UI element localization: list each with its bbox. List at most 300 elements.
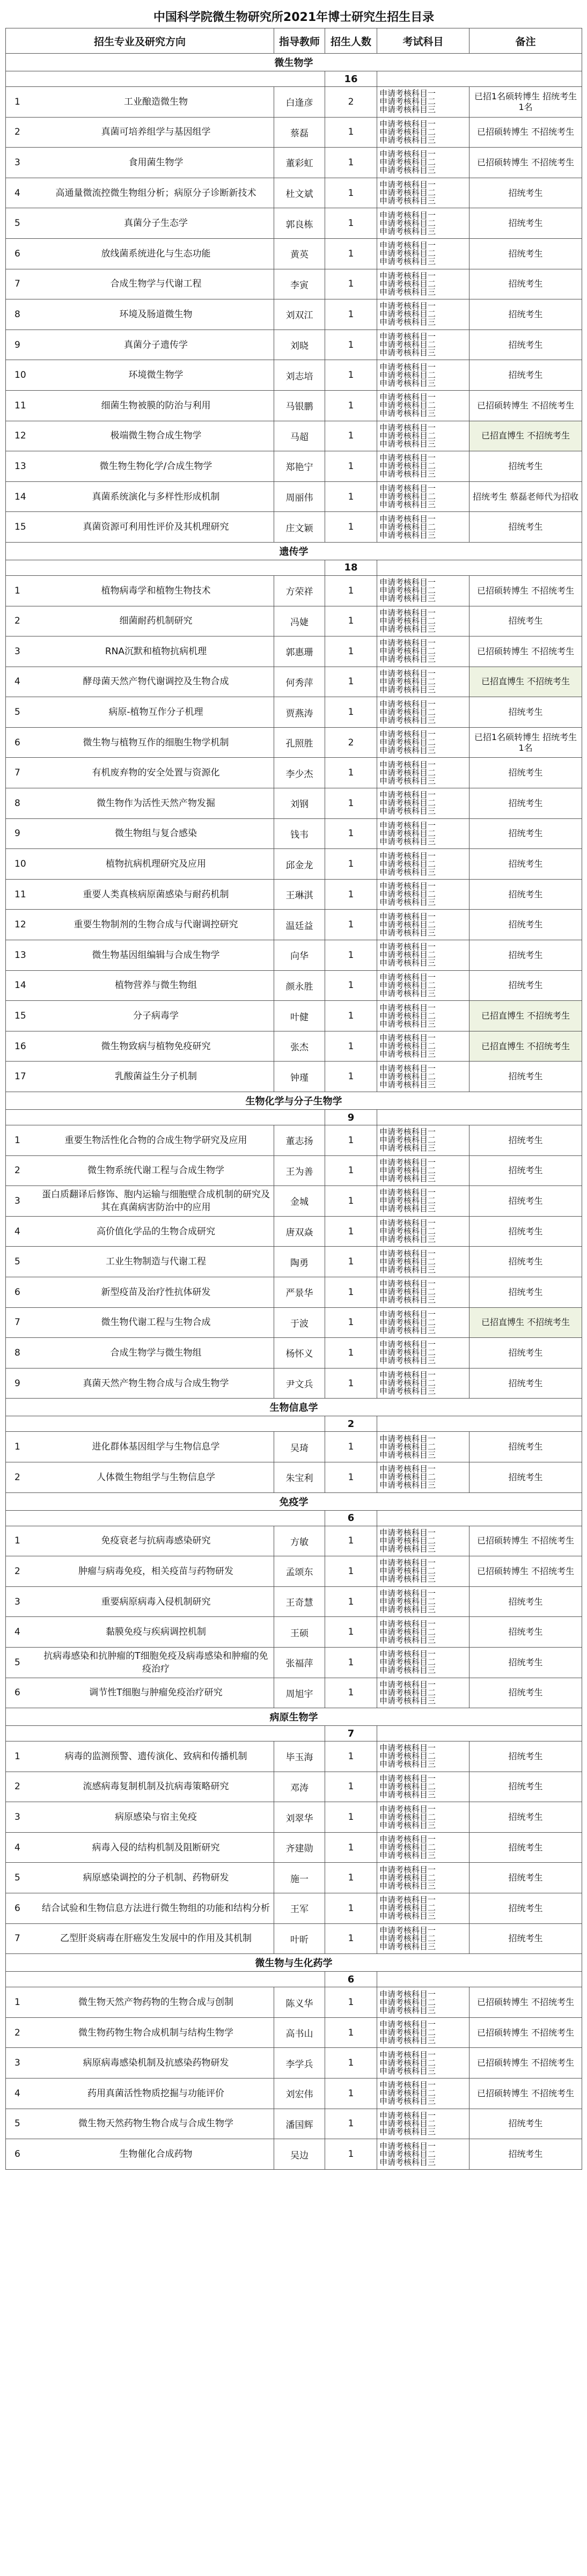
- tutor-name: 孔照胜: [274, 727, 325, 758]
- exam-subject-line: 申请考核科目二: [379, 279, 436, 289]
- exam-subjects: [377, 269, 469, 299]
- exam-subject-line: 申请考核科目一: [379, 453, 436, 463]
- enroll-count: 1: [325, 1987, 377, 2018]
- exam-subject-line: 申请考核科目三: [379, 1820, 436, 1830]
- section-total-blank: [6, 1726, 325, 1741]
- exam-subjects: [377, 2139, 469, 2170]
- row-number: 7: [14, 1317, 20, 1328]
- table-row: [6, 481, 582, 512]
- exam-subject-line: 申请考核科目一: [379, 2019, 436, 2030]
- remark: 招统考生: [469, 1586, 582, 1617]
- exam-subjects: [377, 1247, 469, 1277]
- tutor-name: 尹文兵: [274, 1368, 325, 1399]
- table-row: [6, 87, 582, 118]
- header-tutor: 指导教师: [274, 28, 325, 54]
- exam-subject-line: 申请考核科目一: [379, 392, 436, 402]
- remark: 招统考生: [469, 606, 582, 636]
- enroll-count: 1: [325, 849, 377, 880]
- remark: 已招硕转博生 不招统考生: [469, 575, 582, 606]
- exam-subjects: [377, 1802, 469, 1833]
- exam-subjects: [377, 1893, 469, 1924]
- exam-subjects: [377, 2109, 469, 2139]
- exam-subject-line: 申请考核科目三: [379, 2036, 436, 2046]
- tutor-name: 杜文斌: [274, 178, 325, 208]
- research-direction: 微生物组与复合感染: [115, 828, 197, 839]
- exam-subject-line: 申请考核科目一: [379, 240, 436, 251]
- enroll-count: 1: [325, 1432, 377, 1462]
- exam-subject-line: 申请考核科目三: [379, 2096, 436, 2106]
- tutor-name: 叶昕: [274, 1923, 325, 1954]
- section-header: [6, 1092, 582, 1110]
- row-number: 3: [14, 2058, 20, 2069]
- tutor-name: 李学兵: [274, 2048, 325, 2079]
- remark: 招统考生: [469, 1772, 582, 1802]
- table-row: [6, 1556, 582, 1587]
- remark: 招统考生: [469, 849, 582, 880]
- exam-subject-line: 申请考核科目三: [379, 1356, 436, 1366]
- section-total-blank: [377, 1110, 582, 1125]
- exam-subject-line: 申请考核科目三: [379, 1605, 436, 1615]
- direction-cell: [6, 2139, 274, 2170]
- exam-subjects: [377, 1617, 469, 1648]
- tutor-name: 王琳淇: [274, 879, 325, 910]
- direction-cell: [6, 269, 274, 299]
- table-row: [6, 1368, 582, 1399]
- section-name: 遗传学: [6, 542, 582, 560]
- research-direction: 真菌分子遗传学: [124, 339, 188, 350]
- exam-subject-line: 申请考核科目二: [379, 461, 436, 471]
- table-row: [6, 727, 582, 758]
- enroll-count: 1: [325, 1772, 377, 1802]
- exam-subject-line: 申请考核科目二: [379, 1256, 436, 1267]
- table-row: [6, 238, 582, 269]
- row-number: 4: [14, 2088, 20, 2099]
- exam-subjects: [377, 849, 469, 880]
- table-row: [6, 1586, 582, 1617]
- direction-cell: [6, 390, 274, 421]
- row-number: 16: [14, 1041, 26, 1052]
- table-row: [6, 269, 582, 299]
- tutor-name: 王奇慧: [274, 1586, 325, 1617]
- header-count: 招生人数: [325, 28, 377, 54]
- direction-cell: [6, 1647, 274, 1678]
- remark: 招统考生: [469, 818, 582, 849]
- tutor-name: 周丽伟: [274, 481, 325, 512]
- remark: 招统考生: [469, 1832, 582, 1863]
- row-number: 9: [14, 828, 20, 839]
- table-row: [6, 1186, 582, 1217]
- exam-subjects: [377, 727, 469, 758]
- row-number: 1: [14, 1535, 20, 1547]
- enroll-count: 1: [325, 208, 377, 239]
- exam-subject-line: 申请考核科目二: [379, 2149, 436, 2159]
- research-direction: 流感病毒复制机制及抗病毒策略研究: [83, 1781, 229, 1792]
- research-direction: 病原感染调控的分子机制、药物研发: [83, 1872, 229, 1884]
- tutor-name: 钟瑾: [274, 1062, 325, 1092]
- exam-subjects: [377, 1186, 469, 1217]
- enroll-count: 1: [325, 238, 377, 269]
- enroll-count: 1: [325, 299, 377, 330]
- exam-subject-line: 申请考核科目一: [379, 362, 436, 372]
- enroll-count: 1: [325, 2048, 377, 2079]
- exam-subject-line: 申请考核科目三: [379, 1543, 436, 1554]
- research-direction: 黏膜免疫与疾病调控机制: [106, 1627, 206, 1638]
- exam-subject-line: 申请考核科目二: [379, 370, 436, 380]
- table-row: [6, 2109, 582, 2139]
- research-direction: 微生物作为活性天然产物发掘: [97, 797, 215, 809]
- remark: 招统考生: [469, 451, 582, 482]
- exam-subject-line: 申请考核科目二: [379, 1535, 436, 1546]
- exam-subject-line: 申请考核科目一: [379, 89, 436, 99]
- research-direction: 乙型肝炎病毒在肝癌发生发展中的作用及其机制: [60, 1933, 252, 1944]
- exam-subject-line: 申请考核科目三: [379, 1941, 436, 1951]
- section-total-count: 6: [325, 1510, 377, 1526]
- enroll-count: 1: [325, 451, 377, 482]
- exam-subject-line: 申请考核科目一: [379, 759, 436, 770]
- direction-cell: [6, 910, 274, 940]
- enroll-count: 1: [325, 818, 377, 849]
- remark: 已招1名硕转博生 招统考生1名: [469, 87, 582, 118]
- direction-cell: [6, 1277, 274, 1307]
- enroll-count: 1: [325, 970, 377, 1001]
- row-number: 10: [14, 370, 26, 381]
- section-total-blank: [377, 1726, 582, 1741]
- section-total-row: [6, 1110, 582, 1125]
- exam-subject-line: 申请考核科目一: [379, 699, 436, 709]
- exam-subject-line: 申请考核科目三: [379, 1386, 436, 1396]
- exam-subject-line: 申请考核科目一: [379, 1679, 436, 1689]
- direction-cell: [6, 1368, 274, 1399]
- research-direction: 重要生物活性化合物的合成生物学研究及应用: [64, 1135, 247, 1146]
- exam-subject-line: 申请考核科目一: [379, 1033, 436, 1043]
- exam-subject-line: 申请考核科目二: [379, 1872, 436, 1883]
- tutor-name: 王军: [274, 1893, 325, 1924]
- research-direction: 乳酸菌益生分子机制: [115, 1071, 197, 1082]
- remark: 已招直博生 不招统考生: [469, 1031, 582, 1062]
- remark: 招统考生: [469, 1338, 582, 1368]
- tutor-name: 毕玉海: [274, 1741, 325, 1772]
- table-row: [6, 299, 582, 330]
- exam-subject-line: 申请考核科目二: [379, 1011, 436, 1021]
- section-total-blank: [6, 1416, 325, 1432]
- exam-subject-line: 申请考核科目三: [379, 2066, 436, 2076]
- row-number: 9: [14, 339, 20, 350]
- direction-cell: [6, 1526, 274, 1556]
- exam-subjects: [377, 1772, 469, 1802]
- exam-subjects: [377, 1556, 469, 1587]
- research-direction: 分子病毒学: [133, 1011, 179, 1022]
- direction-cell: [6, 970, 274, 1001]
- tutor-name: 施一: [274, 1863, 325, 1893]
- direction-cell: [6, 2048, 274, 2079]
- table-row: [6, 1802, 582, 1833]
- research-direction: 抗病毒感染和抗肿瘤的T细胞免疫及病毒感染和肿瘤的免疫治疗: [43, 1650, 268, 1674]
- exam-subject-line: 申请考核科目二: [379, 1627, 436, 1637]
- row-number: 3: [14, 646, 20, 657]
- remark: 招统考生: [469, 1802, 582, 1833]
- exam-subject-line: 申请考核科目一: [379, 668, 436, 678]
- research-direction: 人体微生物组学与生物信息学: [97, 1472, 215, 1483]
- exam-subjects: [377, 299, 469, 330]
- direction-cell: [6, 481, 274, 512]
- exam-subjects: [377, 148, 469, 178]
- research-direction: 微生物天然药物生物合成与合成生物学: [78, 2118, 233, 2129]
- exam-subject-line: 申请考核科目三: [379, 2126, 436, 2136]
- research-direction: 药用真菌活性物质挖掘与功能评价: [87, 2088, 224, 2099]
- direction-cell: [6, 1307, 274, 1338]
- exam-subject-line: 申请考核科目二: [379, 1472, 436, 1482]
- exam-subject-line: 申请考核科目二: [379, 1751, 436, 1761]
- row-number: 7: [14, 279, 20, 290]
- remark: 已招硕转博生 不招统考生: [469, 2017, 582, 2048]
- exam-subject-line: 申请考核科目一: [379, 1433, 436, 1444]
- table-row: [6, 910, 582, 940]
- direction-cell: [6, 238, 274, 269]
- exam-subject-line: 申请考核科目三: [379, 1695, 436, 1706]
- remark: 已招硕转博生 不招统考生: [469, 2079, 582, 2109]
- remark: 招统考生: [469, 238, 582, 269]
- research-direction: 病原病毒感染机制及抗感染药物研发: [83, 2058, 229, 2069]
- exam-subject-line: 申请考核科目一: [379, 332, 436, 342]
- exam-subjects: [377, 1987, 469, 2018]
- enroll-count: 1: [325, 697, 377, 728]
- table-row: [6, 1462, 582, 1492]
- remark: 招统考生: [469, 1368, 582, 1399]
- direction-cell: [6, 1893, 274, 1924]
- row-number: 4: [14, 187, 20, 199]
- enroll-count: 1: [325, 758, 377, 788]
- table-row: [6, 1432, 582, 1462]
- exam-subject-line: 申请考核科目三: [379, 715, 436, 725]
- research-direction: 真菌资源可利用性评价及其机理研究: [83, 522, 229, 533]
- remark: 招统考生: [469, 512, 582, 543]
- section-header: [6, 1954, 582, 1972]
- direction-cell: [6, 451, 274, 482]
- section-total-row: [6, 1726, 582, 1741]
- remark: 招统考生: [469, 1062, 582, 1092]
- exam-subject-line: 申请考核科目二: [379, 737, 436, 748]
- exam-subjects: [377, 1338, 469, 1368]
- enroll-count: 1: [325, 2017, 377, 2048]
- research-direction: 植物营养与微生物组: [115, 980, 197, 991]
- exam-subject-line: 申请考核科目三: [379, 1911, 436, 1921]
- table-row: [6, 390, 582, 421]
- exam-subject-line: 申请考核科目一: [379, 2050, 436, 2060]
- table-row: [6, 1832, 582, 1863]
- tutor-name: 白逢彦: [274, 87, 325, 118]
- section-total-blank: [377, 560, 582, 575]
- section-total-row: [6, 560, 582, 575]
- table-row: [6, 2139, 582, 2170]
- section-total-count: 7: [325, 1726, 377, 1741]
- research-direction: 重要人类真核病原菌感染与耐药机制: [83, 889, 229, 900]
- exam-subject-line: 申请考核科目二: [379, 1597, 436, 1607]
- exam-subjects: [377, 2079, 469, 2109]
- tutor-name: 陈义华: [274, 1987, 325, 2018]
- row-number: 5: [14, 707, 20, 718]
- exam-subject-line: 申请考核科目三: [379, 1234, 436, 1245]
- row-number: 6: [14, 248, 20, 259]
- exam-subjects: [377, 1678, 469, 1708]
- direction-cell: [6, 512, 274, 543]
- exam-subject-line: 申请考核科目二: [379, 2028, 436, 2038]
- tutor-name: 庄文颖: [274, 512, 325, 543]
- section-total-blank: [377, 1510, 582, 1526]
- table-row: [6, 360, 582, 391]
- exam-subject-line: 申请考核科目二: [379, 798, 436, 808]
- enroll-count: 1: [325, 1186, 377, 1217]
- remark: 招统考生: [469, 1893, 582, 1924]
- exam-subject-line: 申请考核科目三: [379, 1480, 436, 1490]
- section-total-blank: [6, 1110, 325, 1125]
- tutor-name: 何秀萍: [274, 667, 325, 697]
- remark: 招统考生: [469, 910, 582, 940]
- direction-cell: [6, 758, 274, 788]
- direction-cell: [6, 1802, 274, 1833]
- exam-subject-line: 申请考核科目二: [379, 586, 436, 596]
- exam-subject-line: 申请考核科目三: [379, 775, 436, 786]
- enroll-count: 1: [325, 1216, 377, 1247]
- section-name: 微生物学: [6, 54, 582, 71]
- tutor-name: 颜永胜: [274, 970, 325, 1001]
- remark: 招统考生: [469, 1432, 582, 1462]
- exam-subject-line: 申请考核科目一: [379, 1864, 436, 1875]
- exam-subject-line: 申请考核科目三: [379, 1173, 436, 1183]
- exam-subject-line: 申请考核科目二: [379, 1812, 436, 1822]
- exam-subject-line: 申请考核科目二: [379, 767, 436, 778]
- tutor-name: 李寅: [274, 269, 325, 299]
- exam-subject-line: 申请考核科目二: [379, 2058, 436, 2068]
- enroll-count: 1: [325, 1741, 377, 1772]
- exam-subject-line: 申请考核科目一: [379, 1925, 436, 1935]
- exam-subject-line: 申请考核科目一: [379, 1834, 436, 1845]
- remark: 招统考生: [469, 758, 582, 788]
- exam-subject-line: 申请考核科目三: [379, 806, 436, 816]
- section-total-blank: [377, 1972, 582, 1987]
- row-number: 6: [14, 1902, 20, 1914]
- research-direction: 真菌天然产物生物合成与合成生物学: [83, 1378, 229, 1389]
- exam-subjects: [377, 1832, 469, 1863]
- enroll-count: 1: [325, 1647, 377, 1678]
- remark: 招统考生: [469, 1155, 582, 1186]
- tutor-name: 周旭宇: [274, 1678, 325, 1708]
- exam-subject-line: 申请考核科目三: [379, 1450, 436, 1460]
- exam-subject-line: 申请考核科目三: [379, 500, 436, 510]
- exam-subject-line: 申请考核科目二: [379, 2118, 436, 2128]
- row-number: 9: [14, 1378, 20, 1389]
- row-number: 2: [14, 616, 20, 627]
- exam-subjects: [377, 1432, 469, 1462]
- exam-subject-line: 申请考核科目三: [379, 469, 436, 479]
- enroll-count: 1: [325, 1247, 377, 1277]
- row-number: 4: [14, 1842, 20, 1853]
- row-number: 2: [14, 127, 20, 138]
- exam-subject-line: 申请考核科目一: [379, 1989, 436, 1999]
- tutor-name: 方敏: [274, 1526, 325, 1556]
- table-row: [6, 758, 582, 788]
- direction-cell: [6, 208, 274, 239]
- exam-subject-line: 申请考核科目三: [379, 927, 436, 938]
- exam-subjects: [377, 1368, 469, 1399]
- exam-subject-line: 申请考核科目三: [379, 196, 436, 206]
- remark: 招统考生 蔡磊老师代为招收: [469, 481, 582, 512]
- exam-subject-line: 申请考核科目二: [379, 889, 436, 899]
- exam-subjects: [377, 940, 469, 971]
- row-number: 3: [14, 1195, 20, 1206]
- tutor-name: 潘国辉: [274, 2109, 325, 2139]
- exam-subjects: [377, 512, 469, 543]
- research-direction: 合成生物学与代谢工程: [110, 279, 202, 290]
- row-number: 5: [14, 1256, 20, 1268]
- table-row: [6, 451, 582, 482]
- exam-subjects: [377, 2048, 469, 2079]
- enroll-count: 2: [325, 87, 377, 118]
- exam-subject-line: 申请考核科目二: [379, 919, 436, 930]
- row-number: 5: [14, 1872, 20, 1884]
- exam-subjects: [377, 117, 469, 148]
- exam-subjects: [377, 758, 469, 788]
- exam-subject-line: 申请考核科目一: [379, 210, 436, 220]
- exam-subject-line: 申请考核科目三: [379, 1850, 436, 1861]
- exam-subject-line: 申请考核科目二: [379, 1196, 436, 1206]
- remark: 招统考生: [469, 1647, 582, 1678]
- table-row: [6, 1893, 582, 1924]
- direction-cell: [6, 148, 274, 178]
- tutor-name: 高书山: [274, 2017, 325, 2048]
- exam-subject-line: 申请考核科目二: [379, 1566, 436, 1576]
- exam-subject-line: 申请考核科目一: [379, 1619, 436, 1629]
- tutor-name: 郭惠珊: [274, 636, 325, 667]
- remark: 已招硕转博生 不招统考生: [469, 636, 582, 667]
- section-name: 免疫学: [6, 1492, 582, 1510]
- exam-subjects: [377, 818, 469, 849]
- section-header: [6, 1399, 582, 1416]
- section-header: [6, 1492, 582, 1510]
- exam-subject-line: 申请考核科目三: [379, 958, 436, 968]
- enroll-count: 1: [325, 667, 377, 697]
- table-row: [6, 1001, 582, 1031]
- section-name: 微生物与生化药学: [6, 1954, 582, 1972]
- direction-cell: [6, 360, 274, 391]
- exam-subject-line: 申请考核科目二: [379, 980, 436, 990]
- tutor-name: 吴边: [274, 2139, 325, 2170]
- exam-subject-line: 申请考核科目三: [379, 2005, 436, 2015]
- table-row: [6, 1678, 582, 1708]
- research-direction: 环境及肠道微生物: [119, 309, 193, 320]
- row-number: 5: [14, 2118, 20, 2129]
- research-direction: 微生物致病与植物免疫研究: [101, 1041, 211, 1052]
- row-number: 2: [14, 2027, 20, 2038]
- remark: 招统考生: [469, 2139, 582, 2170]
- direction-cell: [6, 1772, 274, 1802]
- direction-cell: [6, 1923, 274, 1954]
- remark: 招统考生: [469, 970, 582, 1001]
- exam-subject-line: 申请考核科目三: [379, 1789, 436, 1799]
- table-row: [6, 849, 582, 880]
- enroll-count: 1: [325, 2079, 377, 2109]
- table-row: [6, 697, 582, 728]
- exam-subjects: [377, 87, 469, 118]
- section-total-row: [6, 1972, 582, 1987]
- exam-subject-line: 申请考核科目三: [379, 897, 436, 908]
- enroll-count: 1: [325, 1832, 377, 1863]
- enroll-count: 1: [325, 940, 377, 971]
- enroll-count: 1: [325, 269, 377, 299]
- enroll-count: 1: [325, 1617, 377, 1648]
- row-number: 17: [14, 1071, 26, 1082]
- row-number: 14: [14, 491, 26, 502]
- enroll-count: 1: [325, 606, 377, 636]
